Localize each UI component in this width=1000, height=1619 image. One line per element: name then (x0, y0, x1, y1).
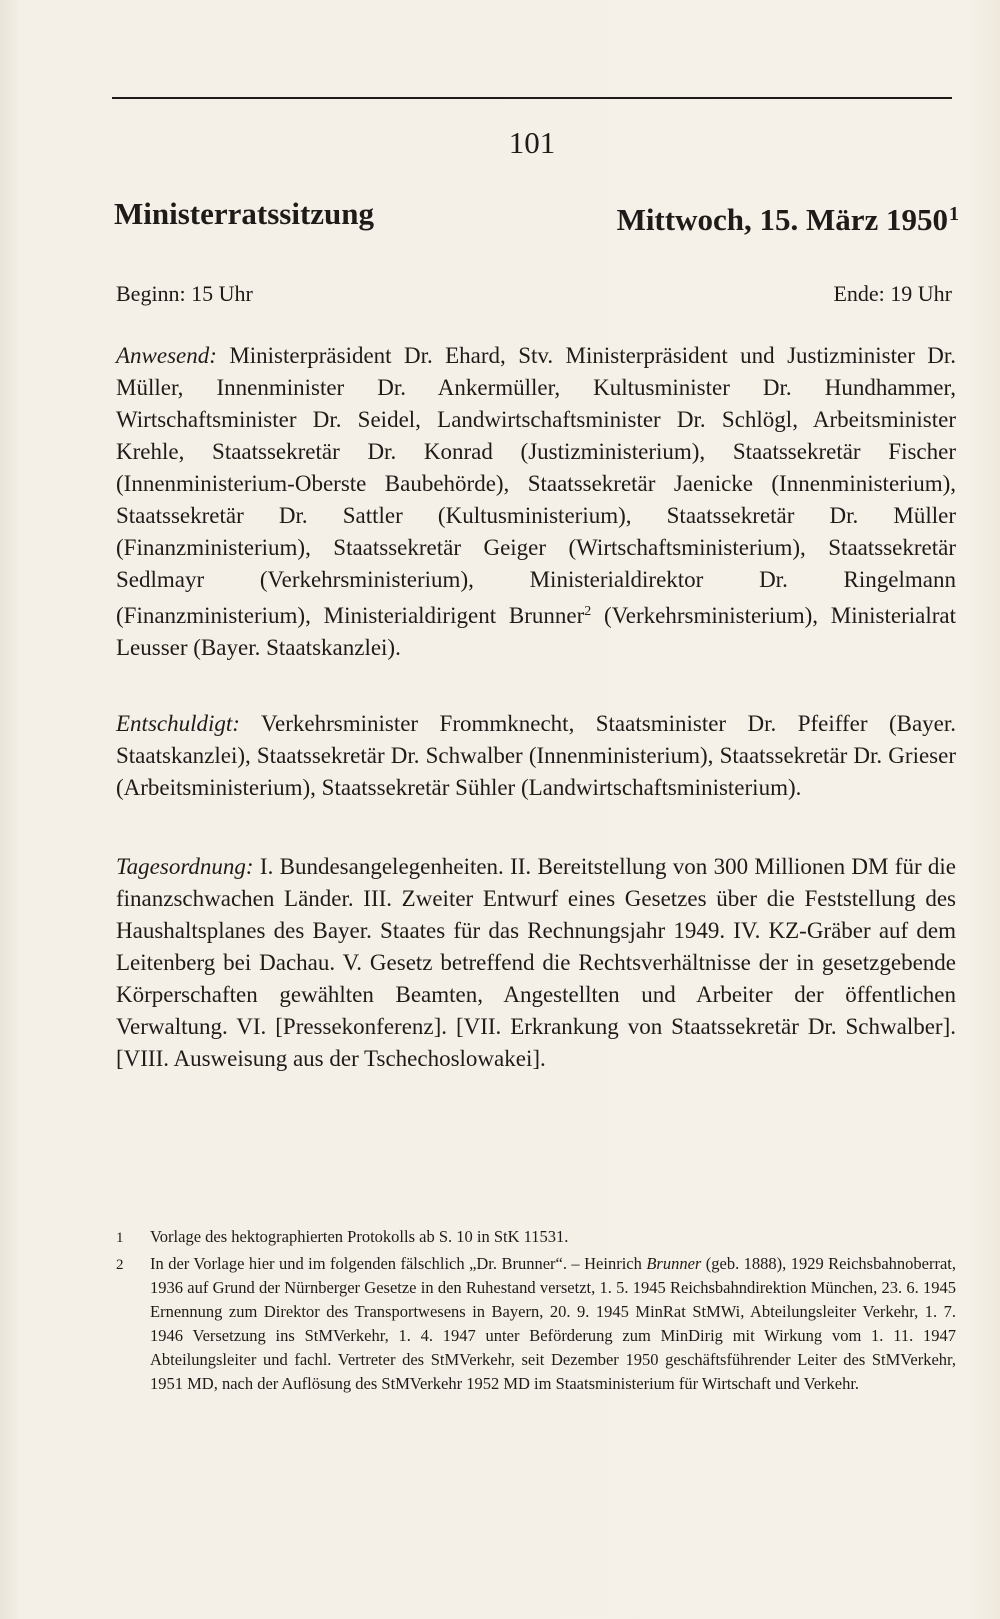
excused-label: Entschuldigt: (116, 711, 240, 736)
agenda-label: Tagesordnung: (116, 854, 254, 879)
footnote-2-number: 2 (116, 1257, 124, 1273)
footnote-1-number: 1 (116, 1230, 124, 1246)
meeting-date-text: Mittwoch, 15. März 1950 (616, 202, 948, 237)
excused-paragraph (116, 708, 956, 804)
footnote-2-text (150, 1252, 956, 1396)
header-rule (112, 97, 952, 99)
attendees-text: Ministerpräsident Dr. Ehard, Stv. Ministerpräsident und Justizminister Dr. Müller, Innenminister Dr. Ankermüller, Kultusminister Dr. Hundhammer, Wirtschaftsminister Dr. Seidel, Landwirtschaftsminister Dr. Schlögl, Arbeitsminister Krehle, Staatssekretär Dr. Konrad (Justizministerium), Staatssekretär Fischer (Innenministerium-Oberste Baubehörde), Staatssekretär Jaenicke (Innenministerium), Staatssekretär Dr. Sattler (Kultusministerium), Staatssekretär Dr. Müller (Finanzministerium), Staatssekretär Geiger (Wirtschaftsministerium), Staatssekretär Sedlmayr (Verkehrsministerium), Ministerialdirektor Dr. Ringelmann (Finanzministerium), Ministerialdirigent Brunner (116, 343, 956, 628)
agenda-paragraph (116, 851, 956, 1075)
attendees-paragraph (116, 340, 956, 664)
attendees-footnote-mark[interactable]: 2 (584, 604, 592, 619)
attendees-text-after-footnote: (Verkehrsministerium), Ministerialrat Leusser (Bayer. Staatskanzlei). (116, 603, 956, 660)
footnote-1-text: Vorlage des hektographierten Protokolls ab S. 10 in StK 11531. (150, 1227, 569, 1246)
meeting-date (617, 194, 959, 240)
agenda-text: I. Bundesangelegenheiten. II. Bereitstellung von 300 Millionen DM für die finanzschwachen Länder. III. Zweiter Entwurf eines Gesetzes über die Feststellung des Haushaltsplanes des Bayer. Staates für das Rechnungsjahr 1949. IV. KZ-Gräber auf dem Leitenberg bei Dachau. V. Gesetz betreffend die Rechtsverhältnisse der in gesetzgebende Körperschaften gewählten Beamten, Angestellten und Arbeiter der öffentlichen Verwaltung. VI. [Pressekonferenz]. [VII. Erkrankung von Staatssekretär Dr. Schwalber]. [VIII. Ausweisung aus der Tschechoslowakei]. (116, 854, 957, 1071)
attendees-label: Anwesend: (116, 343, 217, 368)
footnote-1 (116, 1225, 956, 1250)
footnote-2-biography: (geb. 1888), 1929 Reichsbahnoberrat, 1936 auf Grund der Nürnberger Gesetze in den Ruhestand versetzt, 1. 5. 1945 Reichsbahndirektion München, 23. 6. 1945 Ernennung zum Direktor des Transportwesens in Bayern, 20. 9. 1945 MinRat StMWi, Abteilungsleiter Verkehr, 1. 7. 1946 Versetzung ins StMVerkehr, 1. 4. 1947 unter Beförderung zum MinDirig mit Wirkung vom 1. 11. 1947 Abteilungsleiter und fachl. Vertreter des StMVerkehr, seit Dezember 1950 geschäftsführender Leiter des StMVerkehr, 1951 MD, nach der Auflösung des StMVerkehr 1952 MD im Staatsministerium für Wirtschaft und Verkehr. (150, 1254, 957, 1393)
meeting-title: Ministerratssitzung (114, 196, 375, 231)
excused-text: Verkehrsminister Frommknecht, Staatsminister Dr. Pfeiffer (Bayer. Staatskanzlei), Staatssekretär Dr. Schwalber (Innenministerium), Staatssekretär Dr. Grieser (Arbeitsministerium), Staatssekretär Sühler (Landwirtschaftsministerium). (116, 711, 957, 800)
end-time: Ende: 19 Uhr (833, 281, 952, 306)
document-number: 101 (508, 125, 556, 160)
footnote-2-italic-name: Brunner (646, 1254, 702, 1273)
start-time: Beginn: 15 Uhr (116, 281, 253, 306)
footnote-2 (116, 1252, 956, 1396)
footnotes-section (116, 1225, 956, 1398)
title-footnote-mark[interactable]: 1 (949, 203, 959, 225)
footnote-2-intro: In der Vorlage hier und im folgenden fälschlich „Dr. Brunner“. – Heinrich (150, 1254, 647, 1273)
